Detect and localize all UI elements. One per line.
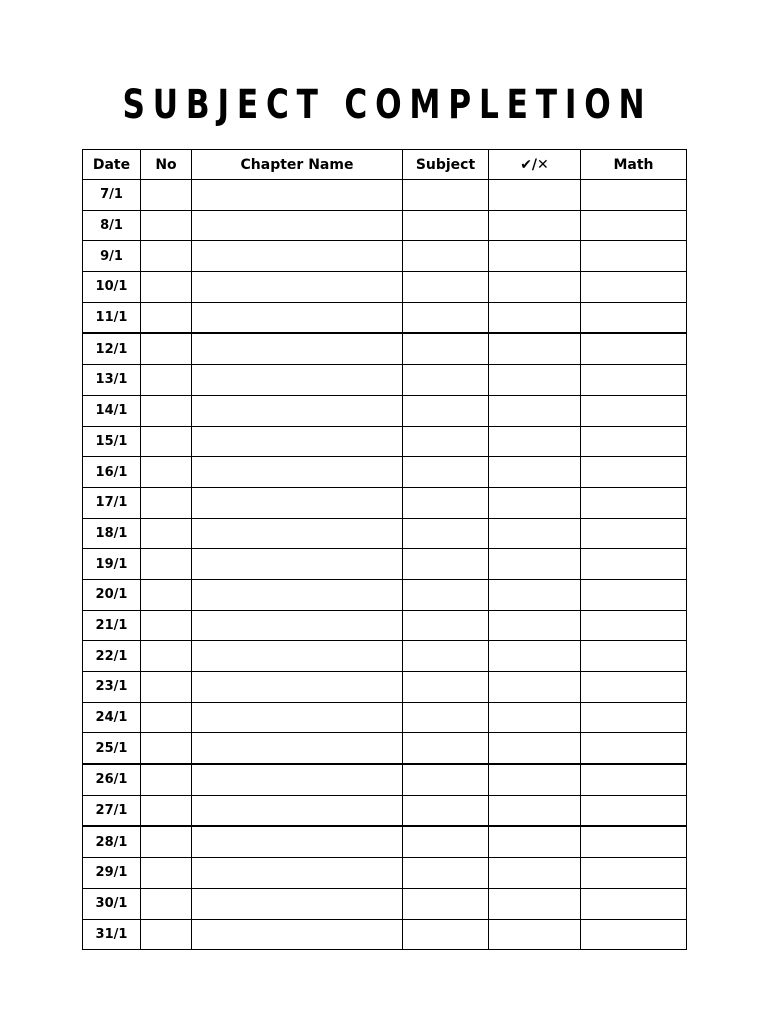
math-cell[interactable] xyxy=(581,487,687,518)
math-cell[interactable] xyxy=(581,210,687,241)
chapter-name-cell[interactable] xyxy=(192,180,403,211)
math-cell[interactable] xyxy=(581,764,687,795)
no-cell[interactable] xyxy=(141,241,192,272)
subject-cell[interactable] xyxy=(403,919,489,950)
chapter-name-cell[interactable] xyxy=(192,457,403,488)
date-cell: 11/1 xyxy=(83,302,141,333)
check-cell[interactable] xyxy=(489,795,581,826)
table-row xyxy=(83,241,687,272)
table-row xyxy=(83,858,687,889)
date-cell: 9/1 xyxy=(83,241,141,272)
date-cell: 30/1 xyxy=(83,888,141,919)
header-chapter-name: Chapter Name xyxy=(192,150,403,180)
header-subject: Subject xyxy=(403,150,489,180)
subject-cell[interactable] xyxy=(403,764,489,795)
check-cell[interactable] xyxy=(489,610,581,641)
chapter-name-cell[interactable] xyxy=(192,272,403,303)
no-cell[interactable] xyxy=(141,272,192,303)
check-cell[interactable] xyxy=(489,426,581,457)
no-cell[interactable] xyxy=(141,858,192,889)
chapter-name-cell[interactable] xyxy=(192,302,403,333)
math-cell[interactable] xyxy=(581,795,687,826)
check-cell[interactable] xyxy=(489,858,581,889)
table-row xyxy=(83,426,687,457)
header-row xyxy=(83,150,687,180)
check-cell[interactable] xyxy=(489,518,581,549)
subject-cell[interactable] xyxy=(403,180,489,211)
math-cell[interactable] xyxy=(581,241,687,272)
no-cell[interactable] xyxy=(141,210,192,241)
subject-cell[interactable] xyxy=(403,487,489,518)
no-cell[interactable] xyxy=(141,549,192,580)
math-cell[interactable] xyxy=(581,395,687,426)
math-cell[interactable] xyxy=(581,610,687,641)
date-cell: 8/1 xyxy=(83,210,141,241)
math-cell[interactable] xyxy=(581,549,687,580)
check-cell[interactable] xyxy=(489,733,581,764)
chapter-name-cell[interactable] xyxy=(192,702,403,733)
check-cell[interactable] xyxy=(489,457,581,488)
chapter-name-cell[interactable] xyxy=(192,426,403,457)
check-cell[interactable] xyxy=(489,210,581,241)
table-row xyxy=(83,180,687,211)
chapter-name-cell[interactable] xyxy=(192,395,403,426)
table-row xyxy=(83,919,687,950)
subject-cell[interactable] xyxy=(403,272,489,303)
date-cell: 15/1 xyxy=(83,426,141,457)
check-cell[interactable] xyxy=(489,302,581,333)
math-cell[interactable] xyxy=(581,302,687,333)
chapter-name-cell[interactable] xyxy=(192,858,403,889)
no-cell[interactable] xyxy=(141,672,192,703)
check-cell[interactable] xyxy=(489,888,581,919)
date-cell: 19/1 xyxy=(83,549,141,580)
chapter-name-cell[interactable] xyxy=(192,641,403,672)
math-cell[interactable] xyxy=(581,702,687,733)
table-row xyxy=(83,610,687,641)
chapter-name-cell[interactable] xyxy=(192,733,403,764)
math-cell[interactable] xyxy=(581,272,687,303)
table-row xyxy=(83,272,687,303)
table-row xyxy=(83,333,687,364)
check-cell[interactable] xyxy=(489,641,581,672)
check-cell[interactable] xyxy=(489,487,581,518)
chapter-name-cell[interactable] xyxy=(192,487,403,518)
math-cell[interactable] xyxy=(581,518,687,549)
header-check-cross: ✔/✕ xyxy=(489,150,581,180)
no-cell[interactable] xyxy=(141,395,192,426)
math-cell[interactable] xyxy=(581,641,687,672)
math-cell[interactable] xyxy=(581,365,687,396)
math-cell[interactable] xyxy=(581,333,687,364)
subject-cell[interactable] xyxy=(403,733,489,764)
date-cell: 14/1 xyxy=(83,395,141,426)
no-cell[interactable] xyxy=(141,702,192,733)
subject-cell[interactable] xyxy=(403,610,489,641)
check-cell[interactable] xyxy=(489,826,581,857)
table-row xyxy=(83,549,687,580)
table-row xyxy=(83,888,687,919)
date-cell: 7/1 xyxy=(83,180,141,211)
date-cell: 28/1 xyxy=(83,826,141,857)
subject-cell[interactable] xyxy=(403,579,489,610)
date-cell: 29/1 xyxy=(83,858,141,889)
no-cell[interactable] xyxy=(141,426,192,457)
math-cell[interactable] xyxy=(581,579,687,610)
chapter-name-cell[interactable] xyxy=(192,518,403,549)
subject-cell[interactable] xyxy=(403,518,489,549)
table-row xyxy=(83,210,687,241)
chapter-name-cell[interactable] xyxy=(192,764,403,795)
date-cell: 31/1 xyxy=(83,919,141,950)
no-cell[interactable] xyxy=(141,733,192,764)
subject-cell[interactable] xyxy=(403,858,489,889)
subject-cell[interactable] xyxy=(403,549,489,580)
chapter-name-cell[interactable] xyxy=(192,919,403,950)
subject-cell[interactable] xyxy=(403,426,489,457)
date-cell: 25/1 xyxy=(83,733,141,764)
check-cell[interactable] xyxy=(489,702,581,733)
date-cell: 26/1 xyxy=(83,764,141,795)
no-cell[interactable] xyxy=(141,365,192,396)
chapter-name-cell[interactable] xyxy=(192,672,403,703)
table-row xyxy=(83,733,687,764)
no-cell[interactable] xyxy=(141,919,192,950)
no-cell[interactable] xyxy=(141,610,192,641)
date-cell: 18/1 xyxy=(83,518,141,549)
math-cell[interactable] xyxy=(581,858,687,889)
no-cell[interactable] xyxy=(141,641,192,672)
table-row xyxy=(83,702,687,733)
no-cell[interactable] xyxy=(141,302,192,333)
subject-cell[interactable] xyxy=(403,702,489,733)
subject-cell[interactable] xyxy=(403,641,489,672)
subject-cell[interactable] xyxy=(403,795,489,826)
chapter-name-cell[interactable] xyxy=(192,365,403,396)
table-row xyxy=(83,795,687,826)
date-cell: 20/1 xyxy=(83,579,141,610)
check-cell[interactable] xyxy=(489,549,581,580)
no-cell[interactable] xyxy=(141,764,192,795)
date-cell: 13/1 xyxy=(83,365,141,396)
subject-cell[interactable] xyxy=(403,672,489,703)
check-cell[interactable] xyxy=(489,180,581,211)
check-cell[interactable] xyxy=(489,241,581,272)
chapter-name-cell[interactable] xyxy=(192,610,403,641)
date-cell: 17/1 xyxy=(83,487,141,518)
no-cell[interactable] xyxy=(141,333,192,364)
no-cell[interactable] xyxy=(141,888,192,919)
no-cell[interactable] xyxy=(141,180,192,211)
table-row xyxy=(83,826,687,857)
chapter-name-cell[interactable] xyxy=(192,579,403,610)
date-cell: 27/1 xyxy=(83,795,141,826)
table-row xyxy=(83,641,687,672)
table-row xyxy=(83,518,687,549)
header-no: No xyxy=(141,150,192,180)
math-cell[interactable] xyxy=(581,826,687,857)
completion-table xyxy=(82,149,687,950)
check-cell[interactable] xyxy=(489,365,581,396)
header-math: Math xyxy=(581,150,687,180)
table-row xyxy=(83,672,687,703)
table-row xyxy=(83,487,687,518)
math-cell[interactable] xyxy=(581,426,687,457)
chapter-name-cell[interactable] xyxy=(192,826,403,857)
subject-cell[interactable] xyxy=(403,365,489,396)
chapter-name-cell[interactable] xyxy=(192,210,403,241)
table-row xyxy=(83,764,687,795)
check-cell[interactable] xyxy=(489,272,581,303)
no-cell[interactable] xyxy=(141,457,192,488)
date-cell: 22/1 xyxy=(83,641,141,672)
no-cell[interactable] xyxy=(141,518,192,549)
math-cell[interactable] xyxy=(581,180,687,211)
subject-cell[interactable] xyxy=(403,210,489,241)
chapter-name-cell[interactable] xyxy=(192,549,403,580)
math-cell[interactable] xyxy=(581,672,687,703)
check-cell[interactable] xyxy=(489,672,581,703)
subject-cell[interactable] xyxy=(403,457,489,488)
math-cell[interactable] xyxy=(581,733,687,764)
subject-cell[interactable] xyxy=(403,333,489,364)
math-cell[interactable] xyxy=(581,919,687,950)
no-cell[interactable] xyxy=(141,795,192,826)
date-cell: 23/1 xyxy=(83,672,141,703)
table-row xyxy=(83,457,687,488)
date-cell: 16/1 xyxy=(83,457,141,488)
subject-cell[interactable] xyxy=(403,395,489,426)
table-row xyxy=(83,302,687,333)
no-cell[interactable] xyxy=(141,487,192,518)
math-cell[interactable] xyxy=(581,888,687,919)
date-cell: 21/1 xyxy=(83,610,141,641)
check-cell[interactable] xyxy=(489,579,581,610)
header-date: Date xyxy=(83,150,141,180)
chapter-name-cell[interactable] xyxy=(192,888,403,919)
math-cell[interactable] xyxy=(581,457,687,488)
check-cell[interactable] xyxy=(489,333,581,364)
table-row xyxy=(83,395,687,426)
table-row xyxy=(83,365,687,396)
table-row xyxy=(83,579,687,610)
chapter-name-cell[interactable] xyxy=(192,333,403,364)
date-cell: 12/1 xyxy=(83,333,141,364)
no-cell[interactable] xyxy=(141,826,192,857)
check-cell[interactable] xyxy=(489,919,581,950)
check-cell[interactable] xyxy=(489,764,581,795)
subject-cell[interactable] xyxy=(403,302,489,333)
chapter-name-cell[interactable] xyxy=(192,795,403,826)
subject-cell[interactable] xyxy=(403,888,489,919)
chapter-name-cell[interactable] xyxy=(192,241,403,272)
date-cell: 24/1 xyxy=(83,702,141,733)
no-cell[interactable] xyxy=(141,579,192,610)
subject-cell[interactable] xyxy=(403,826,489,857)
page-title: SUBJECT COMPLETION xyxy=(122,82,653,128)
subject-cell[interactable] xyxy=(403,241,489,272)
date-cell: 10/1 xyxy=(83,272,141,303)
check-cell[interactable] xyxy=(489,395,581,426)
